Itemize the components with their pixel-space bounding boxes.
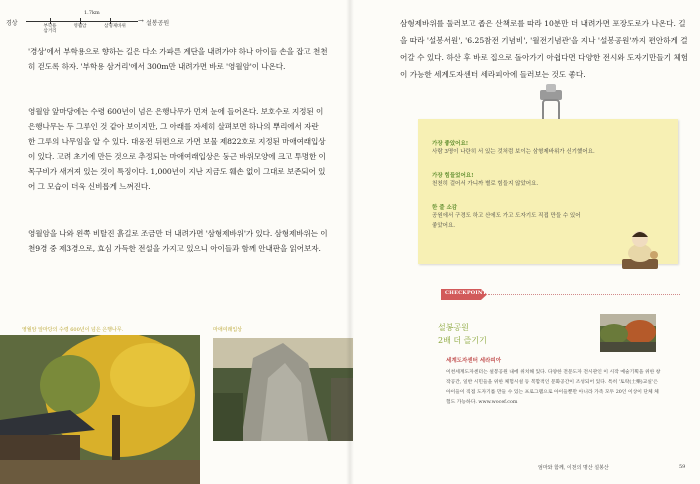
paragraph: 영월암 앞마당에는 수령 600년이 넘은 은행나무가 먼저 눈에 들어온다. 보호수로 지정된 이 은행나무는 두 그루인 것 같아 보이지만, 그 아래를 자세히 살펴보면 하나의 뿌리에서 자란 한 그루의 나무임을 알 수 있다. 대웅전 뒤편으로 가면 보물 제822호로 지정된 마애여래입상이 있다. 고려 초기에 만든 것으로 추정되는 마애여래입상은 둥근 바위모양에 크고 투명한 이목구비가 새겨져 있는 것이 특징이다. 1,000년이 지난 지금도 훼손 없이 그대로 보존되어 있어 그 모습이 더욱 신비롭게 느껴진다. [28, 107, 326, 191]
route-stop: 삼형제바위 [104, 24, 126, 29]
note-text: 공원에서 구경도 하고 산에도 가고 도자기도 직접 만들 수 있어 좋았어요. [432, 213, 581, 229]
route-start: 경상 [6, 20, 18, 27]
paragraph: 영월암을 나와 왼쪽 비탈진 흙길로 조금만 더 내려가면 '삼형제바위'가 있다. 삼형제바위는 이천9경 중 제3경으로, 효심 가득한 전설을 가지고 있으니 아이들과 함께 안내판을 읽어보자. [28, 229, 328, 253]
checkpoint-title: 설봉공원 2배 더 즐기기 [438, 323, 487, 345]
note-section [432, 171, 672, 189]
running-footer: 엄마와 함께, 이천의 명산 설봉산 [538, 465, 609, 471]
note-section [432, 203, 582, 231]
paragraph: 이천세계도자센터는 설봉공원 내에 위치해 있다. 다양한 전문도자 전시관인 이 시작 예술기획을 위한 창작공간, 일반 시민들을 위한 체험시설 등 복합적인 문화공간이 조성되어 있다. 특히 '토락(土樂)교실'은 아이들이 직접 도자기를 만들 수 있는 프로그램으로 아이들뿐만 아니라 가족 모두 20인 이상이 단체 체험도 가능하다. www.wocef.com [446, 370, 661, 405]
note-heading: 가장 힘들었어요! [432, 173, 474, 179]
route-distance: 1.7km [84, 10, 100, 16]
route-end: 설봉공원 [146, 20, 170, 27]
route-diagram [6, 10, 226, 42]
route-stop: 부학용 삼거리 [43, 24, 57, 34]
paragraph: '경상'에서 부학용으로 향하는 길은 다소 가파른 계단을 내려가야 하나 아이들 손을 잡고 천천히 걷도록 하자. '부학용 삼거리'에서 300m만 내려가면 바로 '영월암'이 나온다. [28, 47, 328, 71]
dotted-divider [488, 294, 680, 295]
checkpoint-label: CHECKPOINT [445, 290, 487, 296]
page-number: 59 [679, 464, 686, 470]
note-heading: 한 줄 소감 [432, 205, 458, 211]
route-stop: 영월암 [73, 24, 87, 29]
note-section [432, 139, 672, 157]
note-text: 천천히 걸어서 가니까 별로 힘들지 않았어요. [432, 181, 539, 187]
arrow-icon: → [138, 17, 144, 25]
photo-caption: 마애여래입상 [213, 327, 242, 333]
paragraph: 삼형제바위를 둘러보고 좁은 산책로를 따라 10분만 더 내려가면 포장도로가 나온다. 길을 따라 '설봉서원', '6.25참전 기념비', '월전기념관'을 지나 '설봉공원'까지 편안하게 걸어갈 수 있다. 하산 후 바로 집으로 돌아가기 아쉽다면 다양한 전시와 도자기만들기 체험이 가능한 세계도자센터 세라피아에 들러보는 것도 좋다. [400, 19, 689, 79]
note-text: 사람 3명이 나란히 서 있는 것처럼 보이는 삼형제바위가 신기했어요. [432, 149, 595, 155]
note-heading: 가장 좋았어요! [432, 141, 469, 147]
doll-figurine-icon [618, 225, 662, 271]
page-gutter [346, 0, 354, 484]
route-line [26, 21, 138, 22]
park-photo [600, 314, 656, 352]
section-subheading: 세계도자센터 세라피아 [446, 358, 502, 364]
ginkgo-tree-photo [0, 335, 200, 484]
buddha-rock-photo [213, 338, 353, 441]
photo-caption: 영월암 앞마당의 수령 600년이 넘은 은행나무. [22, 327, 124, 333]
